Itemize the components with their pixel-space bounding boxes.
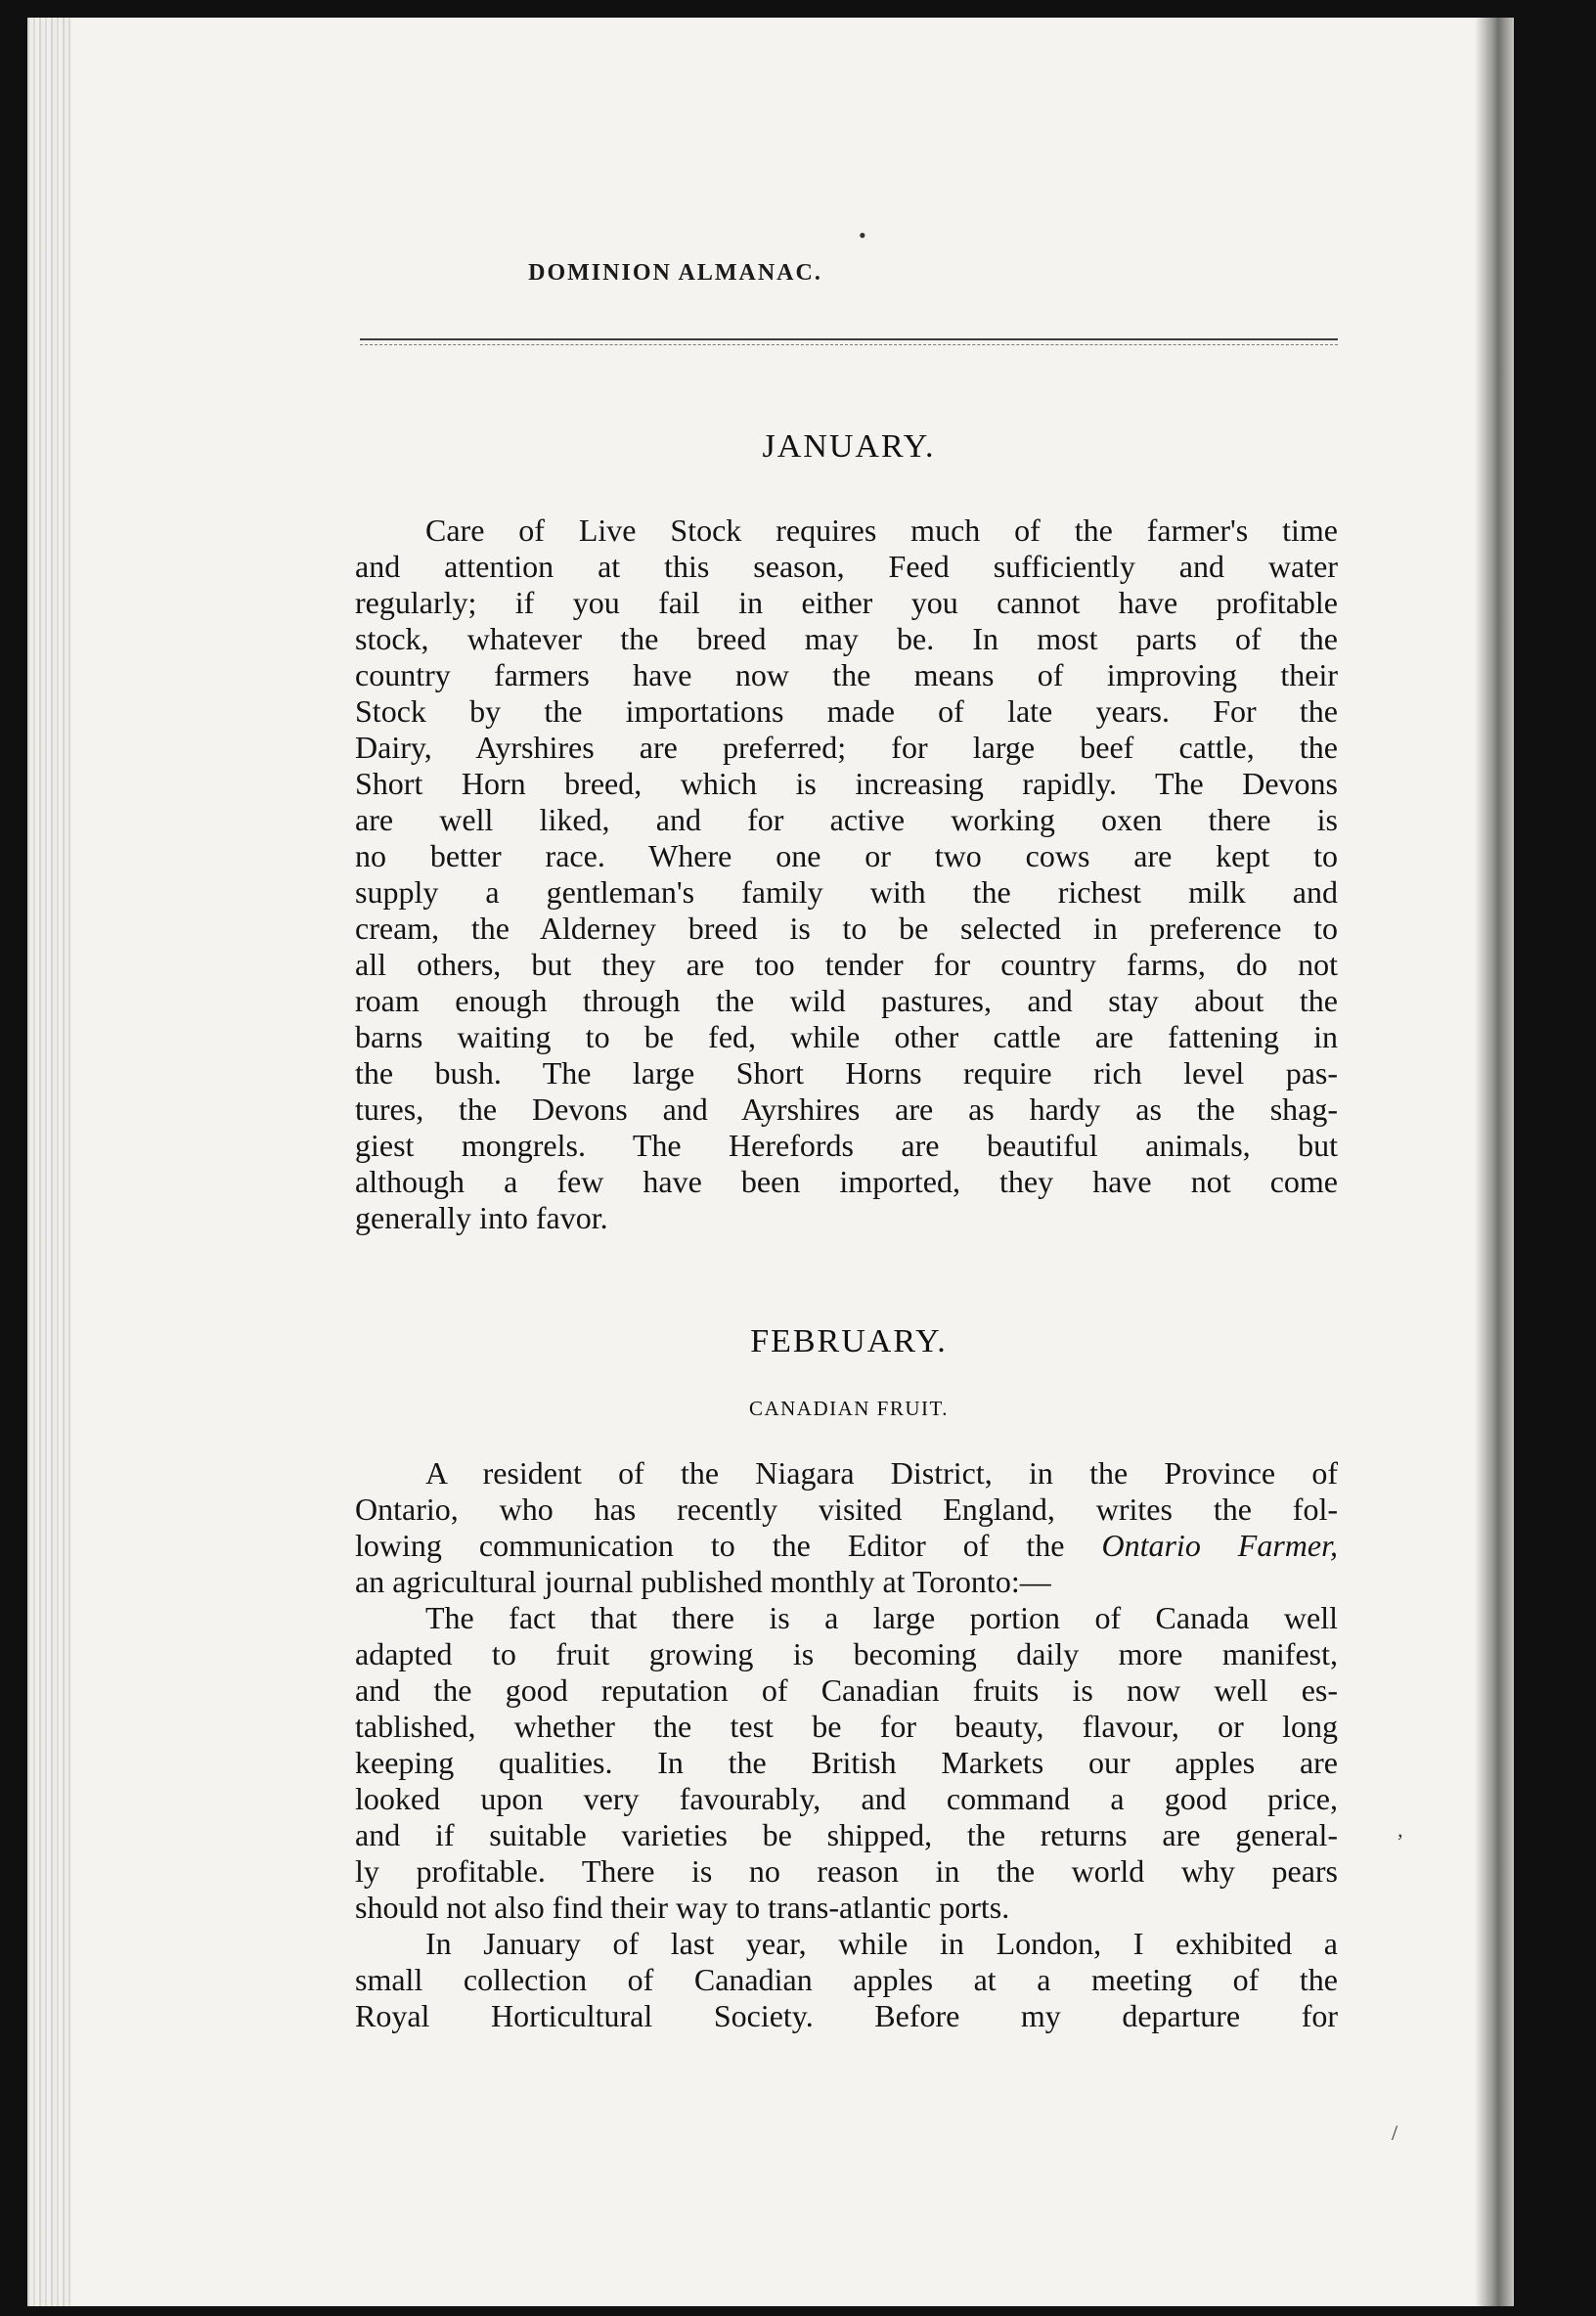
text-line: Care of Live Stock requires much of the farmer's time [425,512,1338,548]
publication-title: Ontario Farmer, [1101,1528,1338,1563]
february-heading: FEBRUARY. [750,1323,948,1359]
text-line: adapted to fruit growing is becoming daily more manifest, [355,1636,1338,1671]
text-line: looked upon very favourably, and command a good price, [355,1781,1338,1816]
text-line: barns waiting to be fed, while other cattle are fattening in [355,1019,1338,1054]
text-line: generally into favor. [355,1200,608,1235]
text-line: The fact that there is a large portion of Canada well [425,1600,1338,1635]
text-line: keeping qualities. In the British Markets our apples are [355,1745,1338,1780]
ink-speck: ‚ [1396,1817,1404,1842]
text-line: and attention at this season, Feed sufficiently and water [355,549,1338,584]
text-line: all others, but they are too tender for country farms, do not [355,947,1338,982]
text-line: A resident of the Niagara District, in the Province of [425,1455,1338,1491]
header-rule-secondary [360,344,1338,345]
text-line: In January of last year, while in London, I exhibited a [425,1926,1338,1961]
january-heading: JANUARY. [762,428,936,465]
book-page [27,18,1514,2306]
text-line: are well liked, and for active working oxen there is [355,802,1338,837]
text-line: ly profitable. There is no reason in the world why pears [355,1853,1338,1889]
text-line: Ontario, who has recently visited England, writes the fol- [355,1492,1338,1527]
text-line: no better race. Where one or two cows are kept to [355,838,1338,873]
ink-speck: • [859,223,866,247]
text-line: supply a gentleman's family with the richest milk and [355,874,1338,910]
text-line: tures, the Devons and Ayrshires are as hardy as the shag- [355,1091,1338,1127]
text-line: cream, the Alderney breed is to be selected in preference to [355,911,1338,946]
page-gutter [1475,18,1514,2306]
text-line: roam enough through the wild pastures, and stay about the [355,983,1338,1018]
text-line [355,1528,1338,1564]
text-line: and the good reputation of Canadian fruits is now well es- [355,1672,1338,1708]
february-paragraph-1 [355,1455,1338,1600]
text-line: giest mongrels. The Herefords are beautiful animals, but [355,1128,1338,1163]
text-line: the bush. The large Short Horns require rich level pas- [355,1055,1338,1091]
february-paragraph-2 [355,1600,1338,1926]
text-line: regularly; if you fail in either you cannot have profitable [355,585,1338,620]
february-paragraph-3 [355,1926,1338,2034]
text-line: tablished, whether the test be for beauty, flavour, or long [355,1709,1338,1744]
header-rule [360,338,1338,340]
text-line: Short Horn breed, which is increasing rapidly. The Devons [355,766,1338,801]
text-line: and if suitable varieties be shipped, the returns are general- [355,1817,1338,1852]
january-paragraph [355,512,1338,1236]
text-line: Stock by the importations made of late years. For the [355,693,1338,729]
text-line: although a few have been imported, they have not come [355,1164,1338,1199]
ink-speck: / [1392,2120,1398,2145]
text-line: an agricultural journal published monthly at Toronto:— [355,1564,1051,1599]
text-line: Royal Horticultural Society. Before my departure for [355,1998,1338,2033]
text-line: Dairy, Ayrshires are preferred; for large beef cattle, the [355,730,1338,765]
running-head: DOMINION ALMANAC. [528,260,822,286]
text-line: stock, whatever the breed may be. In most parts of the [355,621,1338,656]
february-subheading: CANADIAN FRUIT. [748,1397,950,1420]
text-line: small collection of Canadian apples at a meeting of the [355,1962,1338,1997]
text-line: should not also find their way to trans-atlantic ports. [355,1890,1010,1925]
text-run: lowing communication to the Editor of the [355,1528,1102,1563]
text-line: country farmers have now the means of improving their [355,657,1338,692]
